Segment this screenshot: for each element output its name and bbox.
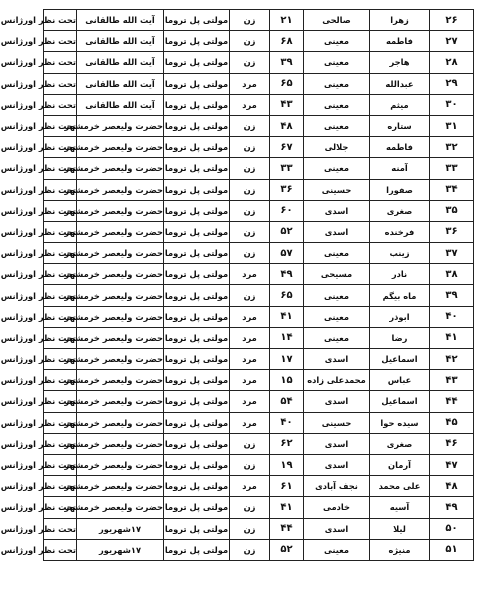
- table-row: [44, 370, 474, 391]
- cell-patient-status: تحت نظر اورژانس: [44, 412, 77, 433]
- cell-row-number: ۵۱: [430, 539, 474, 560]
- cell-patient-status: تحت نظر اورژانس: [44, 476, 77, 497]
- cell-sex: زن: [230, 31, 270, 52]
- table-row: [44, 497, 474, 518]
- cell-patient-status: تحت نظر اورژانس: [44, 137, 77, 158]
- table-row: [44, 539, 474, 560]
- cell-patient-status: تحت نظر اورژانس: [44, 115, 77, 136]
- table-row: [44, 327, 474, 348]
- cell-first-name: لیلا: [370, 518, 430, 539]
- cell-row-number: ۳۷: [430, 243, 474, 264]
- cell-last-name: معینی: [304, 31, 370, 52]
- cell-origin-hospital: حضرت ولیعصر خرمشهر: [77, 264, 164, 285]
- table-row: [44, 200, 474, 221]
- cell-row-number: ۴۵: [430, 412, 474, 433]
- cell-patient-status: تحت نظر اورژانس: [44, 454, 77, 475]
- cell-first-name: منیژه: [370, 539, 430, 560]
- cell-last-name: حسینی: [304, 179, 370, 200]
- cell-last-name: اسدی: [304, 200, 370, 221]
- cell-age: ۶۸: [270, 31, 304, 52]
- cell-receiving-hospital: مولتی پل تروما: [164, 327, 230, 348]
- cell-age: ۳۳: [270, 158, 304, 179]
- cell-receiving-hospital: مولتی پل تروما: [164, 200, 230, 221]
- cell-row-number: ۳۵: [430, 200, 474, 221]
- cell-age: ۴۴: [270, 518, 304, 539]
- cell-row-number: ۳۹: [430, 285, 474, 306]
- cell-first-name: عباس: [370, 370, 430, 391]
- cell-age: ۴۱: [270, 497, 304, 518]
- cell-patient-status: تحت نظر اورژانس: [44, 73, 77, 94]
- cell-sex: زن: [230, 221, 270, 242]
- cell-sex: زن: [230, 10, 270, 31]
- patient-rows: [0, 10, 474, 561]
- cell-row-number: ۳۱: [430, 115, 474, 136]
- cell-origin-hospital: ۱۷شهریور: [77, 518, 164, 539]
- cell-sex: زن: [230, 285, 270, 306]
- cell-age: ۲۱: [270, 10, 304, 31]
- cell-origin-hospital: حضرت ولیعصر خرمشهر: [77, 454, 164, 475]
- cell-origin-hospital: آیت الله طالقانی: [77, 94, 164, 115]
- cell-origin-hospital: حضرت ولیعصر خرمشهر: [77, 243, 164, 264]
- cell-first-name: عبدالله: [370, 73, 430, 94]
- cell-row-number: ۴۹: [430, 497, 474, 518]
- cell-patient-status: تحت نظر اورژانس: [44, 264, 77, 285]
- cell-receiving-hospital: مولتی پل تروما: [164, 10, 230, 31]
- table-row: [44, 476, 474, 497]
- cell-last-name: حسینی: [304, 412, 370, 433]
- cell-origin-hospital: حضرت ولیعصر خرمشهر: [77, 391, 164, 412]
- cell-receiving-hospital: مولتی پل تروما: [164, 73, 230, 94]
- cell-origin-hospital: آیت الله طالقانی: [77, 10, 164, 31]
- cell-receiving-hospital: مولتی پل تروما: [164, 264, 230, 285]
- cell-first-name: آرمان: [370, 454, 430, 475]
- cell-patient-status: تحت نظر اورژانس: [44, 327, 77, 348]
- cell-last-name: صالحی: [304, 10, 370, 31]
- cell-origin-hospital: حضرت ولیعصر خرمشهر: [77, 221, 164, 242]
- cell-row-number: ۳۶: [430, 221, 474, 242]
- table-row: [44, 454, 474, 475]
- cell-age: ۱۴: [270, 327, 304, 348]
- cell-last-name: معینی: [304, 158, 370, 179]
- cell-sex: مرد: [230, 391, 270, 412]
- cell-origin-hospital: حضرت ولیعصر خرمشهر: [77, 476, 164, 497]
- cell-patient-status: تحت نظر اورژانس: [44, 31, 77, 52]
- cell-receiving-hospital: مولتی پل تروما: [164, 349, 230, 370]
- cell-receiving-hospital: مولتی پل تروما: [164, 221, 230, 242]
- cell-first-name: زینب: [370, 243, 430, 264]
- table-row: [44, 391, 474, 412]
- cell-last-name: معینی: [304, 94, 370, 115]
- table-row: [44, 518, 474, 539]
- cell-receiving-hospital: مولتی پل تروما: [164, 158, 230, 179]
- cell-receiving-hospital: مولتی پل تروما: [164, 412, 230, 433]
- cell-patient-status: تحت نظر اورژانس: [44, 243, 77, 264]
- cell-patient-status: تحت نظر اورژانس: [44, 391, 77, 412]
- cell-sex: مرد: [230, 370, 270, 391]
- cell-origin-hospital: حضرت ولیعصر خرمشهر: [77, 433, 164, 454]
- cell-sex: مرد: [230, 73, 270, 94]
- cell-receiving-hospital: مولتی پل تروما: [164, 306, 230, 327]
- cell-age: ۶۵: [270, 73, 304, 94]
- cell-sex: مرد: [230, 94, 270, 115]
- cell-row-number: ۴۱: [430, 327, 474, 348]
- cell-last-name: نجف آبادی: [304, 476, 370, 497]
- cell-patient-status: تحت نظر اورژانس: [44, 285, 77, 306]
- table-row: [44, 243, 474, 264]
- cell-first-name: آسیه: [370, 497, 430, 518]
- cell-sex: زن: [230, 243, 270, 264]
- cell-origin-hospital: حضرت ولیعصر خرمشهر: [77, 137, 164, 158]
- cell-row-number: ۴۴: [430, 391, 474, 412]
- cell-last-name: معینی: [304, 243, 370, 264]
- cell-origin-hospital: حضرت ولیعصر خرمشهر: [77, 349, 164, 370]
- cell-age: ۵۲: [270, 221, 304, 242]
- cell-last-name: معینی: [304, 285, 370, 306]
- cell-sex: زن: [230, 179, 270, 200]
- cell-first-name: ابوذر: [370, 306, 430, 327]
- cell-sex: مرد: [230, 327, 270, 348]
- cell-sex: مرد: [230, 306, 270, 327]
- cell-first-name: هاجر: [370, 52, 430, 73]
- patient-list-document: [0, 9, 473, 561]
- cell-last-name: اسدی: [304, 454, 370, 475]
- cell-first-name: رضا: [370, 327, 430, 348]
- cell-row-number: ۲۸: [430, 52, 474, 73]
- cell-age: ۵۲: [270, 539, 304, 560]
- cell-age: ۱۷: [270, 349, 304, 370]
- cell-sex: زن: [230, 433, 270, 454]
- cell-age: ۴۹: [270, 264, 304, 285]
- cell-first-name: زهرا: [370, 10, 430, 31]
- cell-receiving-hospital: مولتی پل تروما: [164, 179, 230, 200]
- cell-receiving-hospital: مولتی پل تروما: [164, 243, 230, 264]
- cell-patient-status: تحت نظر اورژانس: [44, 52, 77, 73]
- cell-row-number: ۳۲: [430, 137, 474, 158]
- cell-origin-hospital: حضرت ولیعصر خرمشهر: [77, 306, 164, 327]
- cell-age: ۴۳: [270, 94, 304, 115]
- cell-age: ۶۷: [270, 137, 304, 158]
- cell-patient-status: تحت نظر اورژانس: [44, 518, 77, 539]
- cell-last-name: اسدی: [304, 433, 370, 454]
- cell-row-number: ۴۸: [430, 476, 474, 497]
- cell-sex: مرد: [230, 476, 270, 497]
- table-row: [44, 221, 474, 242]
- cell-row-number: ۲۹: [430, 73, 474, 94]
- cell-last-name: اسدی: [304, 391, 370, 412]
- cell-sex: زن: [230, 454, 270, 475]
- table-row: [44, 73, 474, 94]
- cell-sex: زن: [230, 497, 270, 518]
- cell-origin-hospital: حضرت ولیعصر خرمشهر: [77, 370, 164, 391]
- cell-row-number: ۴۲: [430, 349, 474, 370]
- cell-patient-status: تحت نظر اورژانس: [44, 179, 77, 200]
- cell-first-name: علی محمد: [370, 476, 430, 497]
- cell-receiving-hospital: مولتی پل تروما: [164, 433, 230, 454]
- cell-first-name: ماه بیگم: [370, 285, 430, 306]
- cell-age: ۳۹: [270, 52, 304, 73]
- cell-patient-status: تحت نظر اورژانس: [44, 94, 77, 115]
- cell-last-name: معینی: [304, 52, 370, 73]
- table-row: [44, 349, 474, 370]
- cell-last-name: معینی: [304, 73, 370, 94]
- table-row: [44, 179, 474, 200]
- cell-row-number: ۳۸: [430, 264, 474, 285]
- cell-receiving-hospital: مولتی پل تروما: [164, 497, 230, 518]
- cell-last-name: معینی: [304, 539, 370, 560]
- cell-receiving-hospital: مولتی پل تروما: [164, 31, 230, 52]
- cell-origin-hospital: حضرت ولیعصر خرمشهر: [77, 158, 164, 179]
- table-row: [44, 115, 474, 136]
- cell-age: ۱۵: [270, 370, 304, 391]
- cell-row-number: ۵۰: [430, 518, 474, 539]
- cell-patient-status: تحت نظر اورژانس: [44, 497, 77, 518]
- cell-sex: زن: [230, 115, 270, 136]
- cell-patient-status: تحت نظر اورژانس: [44, 10, 77, 31]
- cell-sex: زن: [230, 158, 270, 179]
- cell-first-name: ستاره: [370, 115, 430, 136]
- cell-patient-status: تحت نظر اورژانس: [44, 370, 77, 391]
- table-row: [44, 137, 474, 158]
- cell-receiving-hospital: مولتی پل تروما: [164, 115, 230, 136]
- cell-sex: مرد: [230, 349, 270, 370]
- cell-patient-status: تحت نظر اورژانس: [44, 306, 77, 327]
- table-row: [44, 264, 474, 285]
- cell-age: ۶۲: [270, 433, 304, 454]
- cell-sex: مرد: [230, 264, 270, 285]
- cell-origin-hospital: حضرت ولیعصر خرمشهر: [77, 327, 164, 348]
- cell-age: ۶۵: [270, 285, 304, 306]
- cell-row-number: ۴۶: [430, 433, 474, 454]
- cell-receiving-hospital: مولتی پل تروما: [164, 370, 230, 391]
- table-row: [44, 52, 474, 73]
- cell-last-name: معینی: [304, 327, 370, 348]
- cell-first-name: فاطمه: [370, 31, 430, 52]
- cell-row-number: ۴۰: [430, 306, 474, 327]
- cell-receiving-hospital: مولتی پل تروما: [164, 137, 230, 158]
- cell-first-name: صفورا: [370, 179, 430, 200]
- cell-origin-hospital: حضرت ولیعصر خرمشهر: [77, 285, 164, 306]
- cell-origin-hospital: آیت الله طالقانی: [77, 73, 164, 94]
- cell-first-name: نادر: [370, 264, 430, 285]
- table-row: [44, 10, 474, 31]
- cell-last-name: محمدعلی زاده: [304, 370, 370, 391]
- cell-receiving-hospital: مولتی پل تروما: [164, 52, 230, 73]
- cell-receiving-hospital: مولتی پل تروما: [164, 285, 230, 306]
- table-row: [44, 412, 474, 433]
- cell-age: ۵۴: [270, 391, 304, 412]
- cell-sex: زن: [230, 137, 270, 158]
- cell-patient-status: تحت نظر اورژانس: [44, 221, 77, 242]
- cell-receiving-hospital: مولتی پل تروما: [164, 454, 230, 475]
- cell-row-number: ۳۰: [430, 94, 474, 115]
- patient-table: [0, 9, 474, 561]
- cell-receiving-hospital: مولتی پل تروما: [164, 476, 230, 497]
- cell-sex: زن: [230, 200, 270, 221]
- cell-first-name: سیده حوا: [370, 412, 430, 433]
- cell-sex: مرد: [230, 412, 270, 433]
- cell-first-name: آمنه: [370, 158, 430, 179]
- cell-receiving-hospital: مولتی پل تروما: [164, 539, 230, 560]
- cell-origin-hospital: حضرت ولیعصر خرمشهر: [77, 179, 164, 200]
- cell-origin-hospital: حضرت ولیعصر خرمشهر: [77, 497, 164, 518]
- cell-origin-hospital: آیت الله طالقانی: [77, 52, 164, 73]
- cell-sex: زن: [230, 518, 270, 539]
- cell-row-number: ۳۴: [430, 179, 474, 200]
- cell-sex: زن: [230, 52, 270, 73]
- cell-age: ۶۰: [270, 200, 304, 221]
- table-row: [44, 306, 474, 327]
- cell-origin-hospital: حضرت ولیعصر خرمشهر: [77, 200, 164, 221]
- cell-first-name: میثم: [370, 94, 430, 115]
- cell-age: ۶۱: [270, 476, 304, 497]
- cell-last-name: خادمی: [304, 497, 370, 518]
- cell-last-name: جلالی: [304, 137, 370, 158]
- cell-first-name: صغری: [370, 433, 430, 454]
- table-row: [44, 433, 474, 454]
- cell-patient-status: تحت نظر اورژانس: [44, 158, 77, 179]
- cell-last-name: اسدی: [304, 349, 370, 370]
- cell-age: ۴۱: [270, 306, 304, 327]
- cell-receiving-hospital: مولتی پل تروما: [164, 94, 230, 115]
- cell-age: ۳۶: [270, 179, 304, 200]
- cell-last-name: اسدی: [304, 518, 370, 539]
- cell-age: ۱۹: [270, 454, 304, 475]
- cell-patient-status: تحت نظر اورژانس: [44, 349, 77, 370]
- cell-row-number: ۲۷: [430, 31, 474, 52]
- cell-first-name: صغری: [370, 200, 430, 221]
- cell-origin-hospital: آیت الله طالقانی: [77, 31, 164, 52]
- cell-receiving-hospital: مولتی پل تروما: [164, 518, 230, 539]
- cell-origin-hospital: حضرت ولیعصر خرمشهر: [77, 412, 164, 433]
- cell-first-name: اسماعیل: [370, 391, 430, 412]
- cell-row-number: ۴۳: [430, 370, 474, 391]
- cell-receiving-hospital: مولتی پل تروما: [164, 391, 230, 412]
- cell-first-name: فاطمه: [370, 137, 430, 158]
- cell-origin-hospital: ۱۷شهریور: [77, 539, 164, 560]
- cell-row-number: ۴۷: [430, 454, 474, 475]
- cell-first-name: اسماعیل: [370, 349, 430, 370]
- cell-patient-status: تحت نظر اورژانس: [44, 200, 77, 221]
- cell-last-name: مسیحی: [304, 264, 370, 285]
- table-row: [44, 285, 474, 306]
- table-row: [44, 94, 474, 115]
- cell-patient-status: تحت نظر اورژانس: [44, 433, 77, 454]
- cell-row-number: ۳۳: [430, 158, 474, 179]
- cell-first-name: فرخنده: [370, 221, 430, 242]
- cell-age: ۵۷: [270, 243, 304, 264]
- cell-patient-status: تحت نظر اورژانس: [44, 539, 77, 560]
- table-row: [44, 31, 474, 52]
- table-row: [44, 158, 474, 179]
- cell-age: ۴۰: [270, 412, 304, 433]
- cell-last-name: معینی: [304, 306, 370, 327]
- cell-row-number: ۲۶: [430, 10, 474, 31]
- cell-last-name: معینی: [304, 115, 370, 136]
- cell-last-name: اسدی: [304, 221, 370, 242]
- cell-age: ۴۸: [270, 115, 304, 136]
- cell-sex: زن: [230, 539, 270, 560]
- cell-origin-hospital: حضرت ولیعصر خرمشهر: [77, 115, 164, 136]
